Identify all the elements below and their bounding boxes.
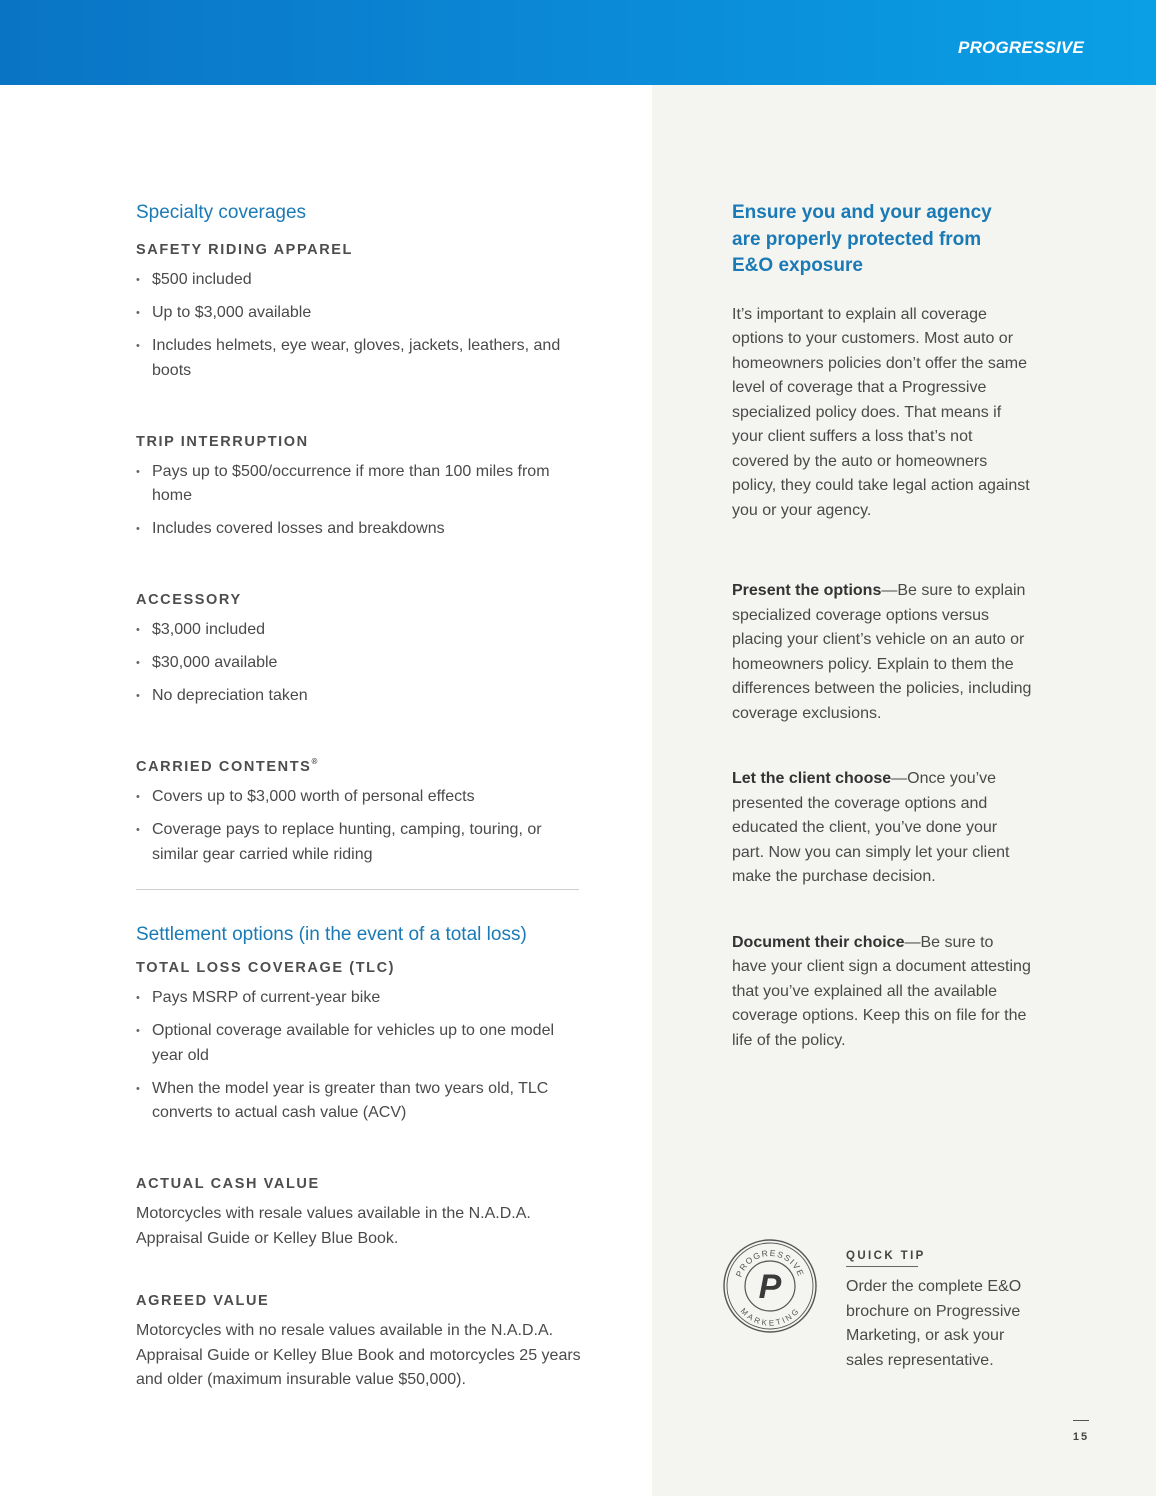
seal-bottom-text: MARKETING (738, 1306, 802, 1328)
acv-text: Motorcycles with resale values available in the N.A.D.A. Appraisal Guide or Kelley Blue Book. (136, 1205, 531, 1247)
carried-list (136, 785, 581, 867)
header-banner (0, 0, 1156, 85)
safety-heading: SAFETY RIDING APPAREL (136, 242, 354, 258)
acv-heading: ACTUAL CASH VALUE (136, 1176, 320, 1192)
present-options-para (732, 579, 1032, 726)
list-item: • Pays MSRP of current-year bike (136, 986, 581, 1011)
list-item: • $3,000 included (136, 618, 581, 643)
quick-tip-text: Order the complete E&O brochure on Progressive Marketing, or ask your sales representative. (846, 1278, 1022, 1369)
list-item: • $500 included (136, 268, 581, 293)
accessory-list (136, 618, 581, 709)
left-column (136, 200, 581, 1393)
specialty-coverages-title: Specialty coverages (136, 202, 307, 223)
quick-tip-label: QUICK TIP (846, 1250, 918, 1267)
carried-contents-heading (136, 759, 581, 775)
client-choose-text: —Once you’ve presented the coverage options and educated the client, you’ve done your part. Now you can simply let your client make the purchase decision. (732, 770, 1010, 885)
list-item: • When the model year is greater than two years old, TLC converts to actual cash value (ACV) (136, 1077, 581, 1126)
list-item: • $30,000 available (136, 651, 581, 676)
list-item: • Coverage pays to replace hunting, camping, touring, or similar gear carried while riding (136, 818, 581, 867)
safety-list (136, 268, 581, 383)
eo-intro: It’s important to explain all coverage options to your customers. Most auto or homeowners policies don’t offer the same level of coverage that a Progressive specialized policy does. That means if your client suffers a loss that’s not covered by the auto or homeowners policy, they could take legal action against you or your agency. (732, 305, 1030, 519)
settlement-options-title: Settlement options (in the event of a total loss) (136, 924, 527, 945)
list-item: • Up to $3,000 available (136, 301, 581, 326)
document-choice-para (732, 931, 1032, 1054)
trip-list (136, 460, 581, 542)
carried-contents-label: CARRIED CONTENTS (136, 759, 312, 775)
page-number (1072, 1420, 1090, 1445)
list-item: • Covers up to $3,000 worth of personal effects (136, 785, 581, 810)
eo-title: Ensure you and your agency are properly protected from E&O exposure (732, 202, 992, 276)
quick-tip-content (846, 1246, 1046, 1373)
list-item: • Includes helmets, eye wear, gloves, jackets, leathers, and boots (136, 334, 581, 383)
svg-text:MARKETING (739, 1306, 802, 1327)
tlc-list (136, 986, 581, 1126)
right-column (732, 200, 1032, 1053)
list-item: • Optional coverage available for vehicles up to one model year old (136, 1019, 581, 1068)
list-item: • No depreciation taken (136, 684, 581, 709)
agreed-value-text: Motorcycles with no resale values available in the N.A.D.A. Appraisal Guide or Kelley Blue Book and motorcycles 25 years and older (maximum insurable value $50,000). (136, 1322, 581, 1388)
list-item: • Includes covered losses and breakdowns (136, 517, 581, 542)
section-divider (136, 889, 579, 890)
accessory-heading: ACCESSORY (136, 592, 242, 608)
document-choice-lead: Document their choice (732, 933, 905, 951)
present-options-lead: Present the options (732, 582, 882, 599)
progressive-marketing-seal-icon (722, 1238, 818, 1334)
progressive-logo: PROGRESSIVE (958, 38, 1084, 57)
client-choose-para (732, 767, 1032, 890)
list-item: • Pays up to $500/occurrence if more than 100 miles from home (136, 460, 581, 509)
registered-mark: ® (311, 757, 318, 766)
tlc-heading: TOTAL LOSS COVERAGE (TLC) (136, 960, 396, 976)
quick-tip (722, 1238, 1052, 1378)
page-number-rule (1073, 1420, 1089, 1421)
document-choice-text: —Be sure to have your client sign a document attesting that you’ve explained all the available coverage options. Keep this on file for the life of the policy. (732, 933, 1031, 1049)
trip-heading: TRIP INTERRUPTION (136, 433, 309, 450)
page-number-text: 15 (1072, 1431, 1090, 1443)
seal-letter: P (758, 1268, 782, 1306)
client-choose-lead: Let the client choose (732, 770, 892, 787)
agreed-value-heading: AGREED VALUE (136, 1293, 270, 1309)
present-options-text: —Be sure to explain specialized coverage options versus placing your client’s vehicle on an auto or homeowners policy. Explain to them the differences between the policies, including coverage exclusions. (732, 582, 1032, 722)
seal-top-text: PROGRESSIVE (733, 1247, 807, 1279)
